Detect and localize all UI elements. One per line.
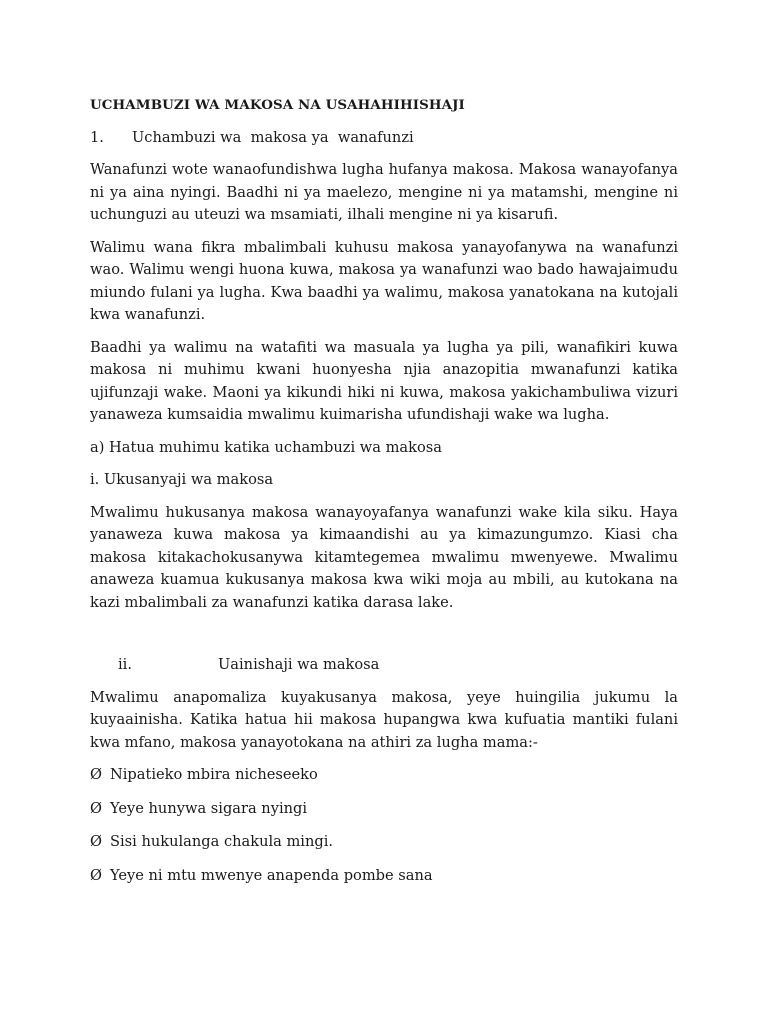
list-item-text: Yeye hunywa sigara nyingi: [110, 799, 308, 817]
document-page: [90, 94, 678, 898]
subheading-a: a) Hatua muhimu katika uchambuzi wa makosa: [90, 438, 442, 456]
paragraph-4: Mwalimu hukusanya makosa wanayoyafanya wanafunzi wake kila siku. Haya yanaweza kuwa makosa ya kimaandishi au ya kimazungumzo. Kiasi cha makosa kitakachokusanywa kitamtegemea mwalimu mwenyewe. Mwalimu anaweza kuamua kukusanya makosa kwa wiki moja au mbili, au kutokana na kazi mbalimbali za wanafunzi katika darasa lake.: [90, 503, 678, 611]
section-1-heading: [90, 127, 678, 150]
subheading-ii: [90, 654, 678, 677]
list-item-text: Sisi hukulanga chakula mingi.: [110, 833, 334, 850]
section-1-number: 1.: [90, 128, 104, 146]
list-item: [90, 798, 678, 821]
paragraph-2: Walimu wana fikra mbalimbali kuhusu makosa yanayofanywa na wanafunzi wao. Walimu wengi huona kuwa, makosa ya wanafunzi wao bado hawajaimudu miundo fulani ya lugha. Kwa baadhi ya walimu, makosa yanatokana na kutojali kwa wanafunzi.: [90, 238, 678, 323]
document-title: UCHAMBUZI WA MAKOSA NA USAHAHIHISHAJI: [90, 97, 465, 113]
list-item-text: Nipatieko mbira nicheseeko: [110, 766, 318, 783]
subheading-ii-label: Uainishaji wa makosa: [218, 656, 380, 673]
list-item: [90, 831, 678, 854]
paragraph-1: Wanafunzi wote wanaofundishwa lugha hufanya makosa. Makosa wanayofanya ni ya aina nyingi. Baadhi ni ya maelezo, mengine ni ya matamshi, mengine ni uchunguzi au uteuzi wa msamiati, ilhali mengine ni ya kisarufi.: [90, 161, 678, 223]
paragraph-5: Mwalimu anapomaliza kuyakusanya makosa, yeye huingilia jukumu la kuyaainisha. Katika hatua hii makosa hupangwa kwa kufuatia mantiki fulani kwa mfano, makosa yanayotokana na athiri za lugha mama:-: [90, 688, 678, 751]
subheading-i: i. Ukusanyaji wa makosa: [90, 471, 274, 488]
list-item: [90, 764, 678, 787]
list-item: [90, 865, 678, 888]
list-item-text: Yeye ni mtu mwenye anapenda pombe sana: [110, 866, 433, 884]
bullet-symbol: Ø: [90, 866, 102, 884]
section-1-label: Uchambuzi wa makosa ya wanafunzi: [132, 128, 414, 146]
bullet-symbol: Ø: [90, 766, 102, 783]
bullet-symbol: Ø: [90, 833, 102, 850]
spacer: [90, 624, 678, 654]
bullet-symbol: Ø: [90, 799, 102, 817]
subheading-ii-number: ii.: [118, 656, 132, 673]
paragraph-3: Baadhi ya walimu na watafiti wa masuala ya lugha ya pili, wanafikiri kuwa makosa ni muhimu kwani huonyesha njia anazopitia mwanafunzi katika ujifunzaji wake. Maoni ya kikundi hiki ni kuwa, makosa yakichambuliwa vizuri yanaweza kumsaidia mwalimu kuimarisha ufundishaji wake wa lugha.: [90, 338, 678, 423]
